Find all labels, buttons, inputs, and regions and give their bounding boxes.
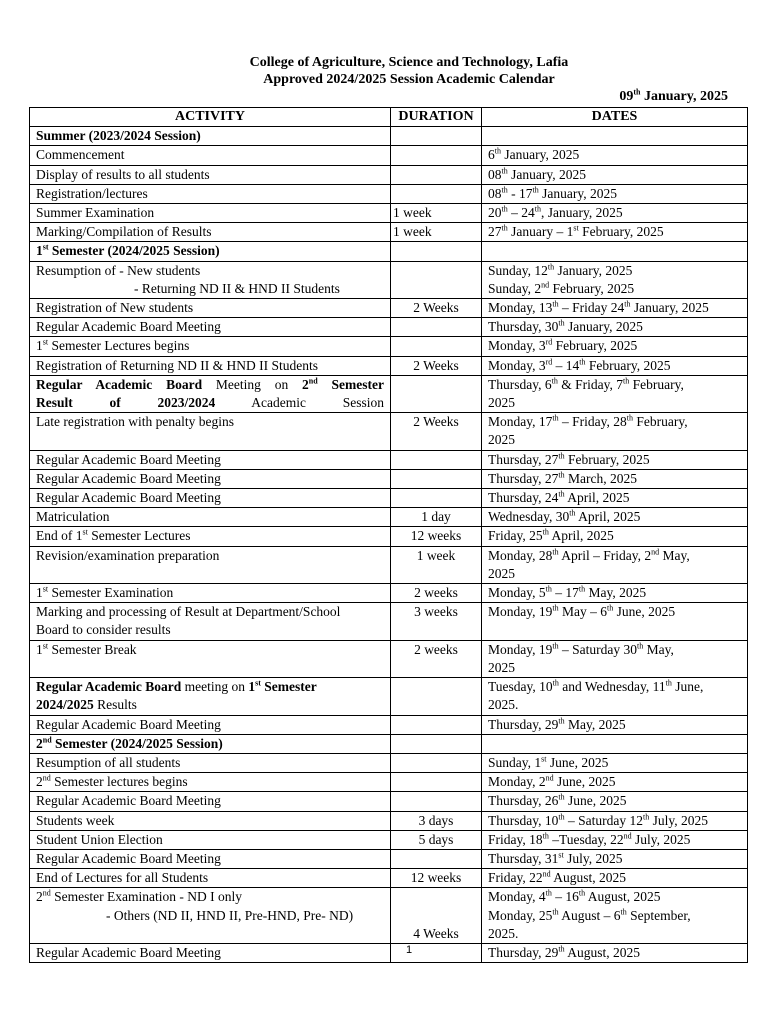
duration-cell: 2 weeks (391, 584, 482, 603)
dates-cell (482, 734, 748, 753)
table-row (30, 146, 748, 165)
activity-cell: Resumption of all students (30, 753, 391, 772)
duration-cell: 1 week (391, 546, 482, 583)
dates-cell: Friday, 22nd August, 2025 (482, 869, 748, 888)
duration-cell (391, 165, 482, 184)
duration-cell (391, 715, 482, 734)
section-header-row (30, 242, 748, 261)
dates-cell: 6th January, 2025 (482, 146, 748, 165)
activity-cell: 2nd Semester (2024/2025 Session) (30, 734, 391, 753)
activity-cell: Regular Academic Board Meeting (30, 943, 391, 962)
activity-cell: 1st Semester Break (30, 640, 391, 677)
dates-cell: Wednesday, 30th April, 2025 (482, 508, 748, 527)
activity-cell: Marking and processing of Result at Department/School Board to consider results (30, 603, 391, 640)
dates-cell: Thursday, 24th April, 2025 (482, 489, 748, 508)
dates-cell (482, 242, 748, 261)
dates-cell: Monday, 3rd – 14th February, 2025 (482, 356, 748, 375)
dates-cell: Monday, 3rd February, 2025 (482, 337, 748, 356)
activity-cell: Regular Academic Board Meeting (30, 849, 391, 868)
dates-cell: Monday, 13th – Friday 24th January, 2025 (482, 299, 748, 318)
duration-cell (391, 242, 482, 261)
duration-cell (391, 337, 482, 356)
dates-cell: Thursday, 27th February, 2025 (482, 450, 748, 469)
table-row (30, 773, 748, 792)
dates-cell: Tuesday, 10th and Wednesday, 11th June, 2025. (482, 678, 748, 715)
activity-cell: Marking/Compilation of Results (30, 223, 391, 242)
activity-cell: 2nd Semester Examination - ND I only - Others (ND II, HND II, Pre-HND, Pre- ND) (30, 888, 391, 944)
dates-cell: Thursday, 30th January, 2025 (482, 318, 748, 337)
dates-cell: Monday, 17th – Friday, 28th February, 2025 (482, 413, 748, 450)
duration-cell (391, 489, 482, 508)
activity-cell: Resumption of - New students - Returning ND II & HND II Students (30, 261, 391, 298)
table-header-row (30, 108, 748, 127)
activity-cell: Registration/lectures (30, 184, 391, 203)
activity-cell: Regular Academic Board Meeting (30, 489, 391, 508)
activity-cell: Regular Academic Board Meeting (30, 792, 391, 811)
table-row (30, 413, 748, 450)
table-row (30, 508, 748, 527)
table-row (30, 450, 748, 469)
duration-cell (391, 792, 482, 811)
dates-cell: 27th January – 1st February, 2025 (482, 223, 748, 242)
activity-cell: Regular Academic Board meeting on 1st Semester 2024/2025 Results (30, 678, 391, 715)
table-row (30, 888, 748, 944)
activity-cell: Matriculation (30, 508, 391, 527)
duration-cell: 12 weeks (391, 869, 482, 888)
section-header-row (30, 127, 748, 146)
duration-cell: 3 weeks (391, 603, 482, 640)
activity-cell: Student Union Election (30, 830, 391, 849)
duration-cell: 2 weeks (391, 640, 482, 677)
activity-cell: Revision/examination preparation (30, 546, 391, 583)
activity-cell: 1st Semester Examination (30, 584, 391, 603)
dates-cell: Friday, 18th –Tuesday, 22nd July, 2025 (482, 830, 748, 849)
table-row (30, 715, 748, 734)
table-row (30, 640, 748, 677)
table-row (30, 792, 748, 811)
calendar-table (29, 107, 748, 963)
dates-cell: Thursday, 10th – Saturday 12th July, 2025 (482, 811, 748, 830)
activity-cell: End of Lectures for all Students (30, 869, 391, 888)
duration-cell (391, 375, 482, 412)
table-row (30, 299, 748, 318)
activity-cell: Registration of New students (30, 299, 391, 318)
activity-cell: Regular Academic Board Meeting (30, 715, 391, 734)
dates-cell: Thursday, 26th June, 2025 (482, 792, 748, 811)
duration-cell (391, 849, 482, 868)
duration-cell: 2 Weeks (391, 299, 482, 318)
dates-cell: 08th - 17th January, 2025 (482, 184, 748, 203)
duration-cell (391, 261, 482, 298)
table-row (30, 261, 748, 298)
dates-cell: Monday, 19th – Saturday 30th May, 2025 (482, 640, 748, 677)
activity-cell: 1st Semester (2024/2025 Session) (30, 242, 391, 261)
table-row (30, 830, 748, 849)
table-row (30, 318, 748, 337)
dates-cell: Thursday, 31st July, 2025 (482, 849, 748, 868)
activity-cell: Regular Academic Board Meeting (30, 469, 391, 488)
activity-cell: Registration of Returning ND II & HND II Students (30, 356, 391, 375)
duration-cell (391, 184, 482, 203)
table-row (30, 603, 748, 640)
duration-cell: 1 week (391, 204, 482, 223)
table-row (30, 811, 748, 830)
table-row (30, 489, 748, 508)
duration-cell (391, 773, 482, 792)
activity-cell: Display of results to all students (30, 165, 391, 184)
duration-cell (391, 734, 482, 753)
duration-cell: 12 weeks (391, 527, 482, 546)
activity-cell: Regular Academic Board Meeting on 2nd Semester Result of 2023/2024 Academic Session (30, 375, 391, 412)
table-row (30, 527, 748, 546)
duration-cell (391, 127, 482, 146)
duration-cell: 2 Weeks (391, 356, 482, 375)
duration-cell: 3 days (391, 811, 482, 830)
dates-cell: Monday, 5th – 17th May, 2025 (482, 584, 748, 603)
dates-cell: Thursday, 6th & Friday, 7th February, 2025 (482, 375, 748, 412)
activity-column-header: ACTIVITY (30, 108, 391, 127)
duration-column-header: DURATION (391, 108, 482, 127)
activity-cell: Students week (30, 811, 391, 830)
duration-cell (391, 469, 482, 488)
duration-cell: 1 day (391, 508, 482, 527)
document-date: 09th January, 2025 (619, 87, 728, 104)
duration-cell: 5 days (391, 830, 482, 849)
dates-cell: Sunday, 12th January, 2025 Sunday, 2nd February, 2025 (482, 261, 748, 298)
dates-cell: Thursday, 27th March, 2025 (482, 469, 748, 488)
college-name: College of Agriculture, Science and Technology, Lafia (249, 55, 569, 70)
dates-cell (482, 127, 748, 146)
duration-cell (391, 146, 482, 165)
table-row (30, 165, 748, 184)
duration-cell (391, 678, 482, 715)
calendar-body (30, 127, 748, 963)
duration-cell (391, 753, 482, 772)
dates-cell: Monday, 2nd June, 2025 (482, 773, 748, 792)
duration-cell: 1 week (391, 223, 482, 242)
activity-cell: 1st Semester Lectures begins (30, 337, 391, 356)
table-row (30, 223, 748, 242)
dates-cell: 20th – 24th, January, 2025 (482, 204, 748, 223)
table-row (30, 546, 748, 583)
activity-cell: Summer (2023/2024 Session) (30, 127, 391, 146)
duration-cell: 2 Weeks (391, 413, 482, 450)
activity-cell: Commencement (30, 146, 391, 165)
dates-column-header: DATES (482, 108, 748, 127)
section-header-row (30, 734, 748, 753)
duration-cell (391, 318, 482, 337)
dates-cell: Sunday, 1st June, 2025 (482, 753, 748, 772)
duration-cell (391, 450, 482, 469)
activity-cell: Late registration with penalty begins (30, 413, 391, 450)
activity-cell: 2nd Semester lectures begins (30, 773, 391, 792)
table-row (30, 753, 748, 772)
table-row (30, 337, 748, 356)
table-row (30, 204, 748, 223)
activity-cell: Regular Academic Board Meeting (30, 450, 391, 469)
dates-cell: 08th January, 2025 (482, 165, 748, 184)
table-row (30, 849, 748, 868)
activity-cell: End of 1st Semester Lectures (30, 527, 391, 546)
duration-cell: 4 Weeks (391, 888, 482, 944)
table-row (30, 375, 748, 412)
table-row (30, 869, 748, 888)
table-row (30, 584, 748, 603)
dates-cell: Thursday, 29th August, 2025 (482, 943, 748, 962)
calendar-title: Approved 2024/2025 Session Academic Calendar (263, 72, 555, 87)
dates-cell: Monday, 28th April – Friday, 2nd May, 2025 (482, 546, 748, 583)
table-row (30, 678, 748, 715)
table-row (30, 356, 748, 375)
table-row (30, 184, 748, 203)
page-number: 1 (405, 944, 413, 956)
dates-cell: Friday, 25th April, 2025 (482, 527, 748, 546)
dates-cell: Monday, 19th May – 6th June, 2025 (482, 603, 748, 640)
table-row (30, 469, 748, 488)
dates-cell: Monday, 4th – 16th August, 2025 Monday, 25th August – 6th September, 2025. (482, 888, 748, 944)
activity-cell: Summer Examination (30, 204, 391, 223)
dates-cell: Thursday, 29th May, 2025 (482, 715, 748, 734)
activity-cell: Regular Academic Board Meeting (30, 318, 391, 337)
